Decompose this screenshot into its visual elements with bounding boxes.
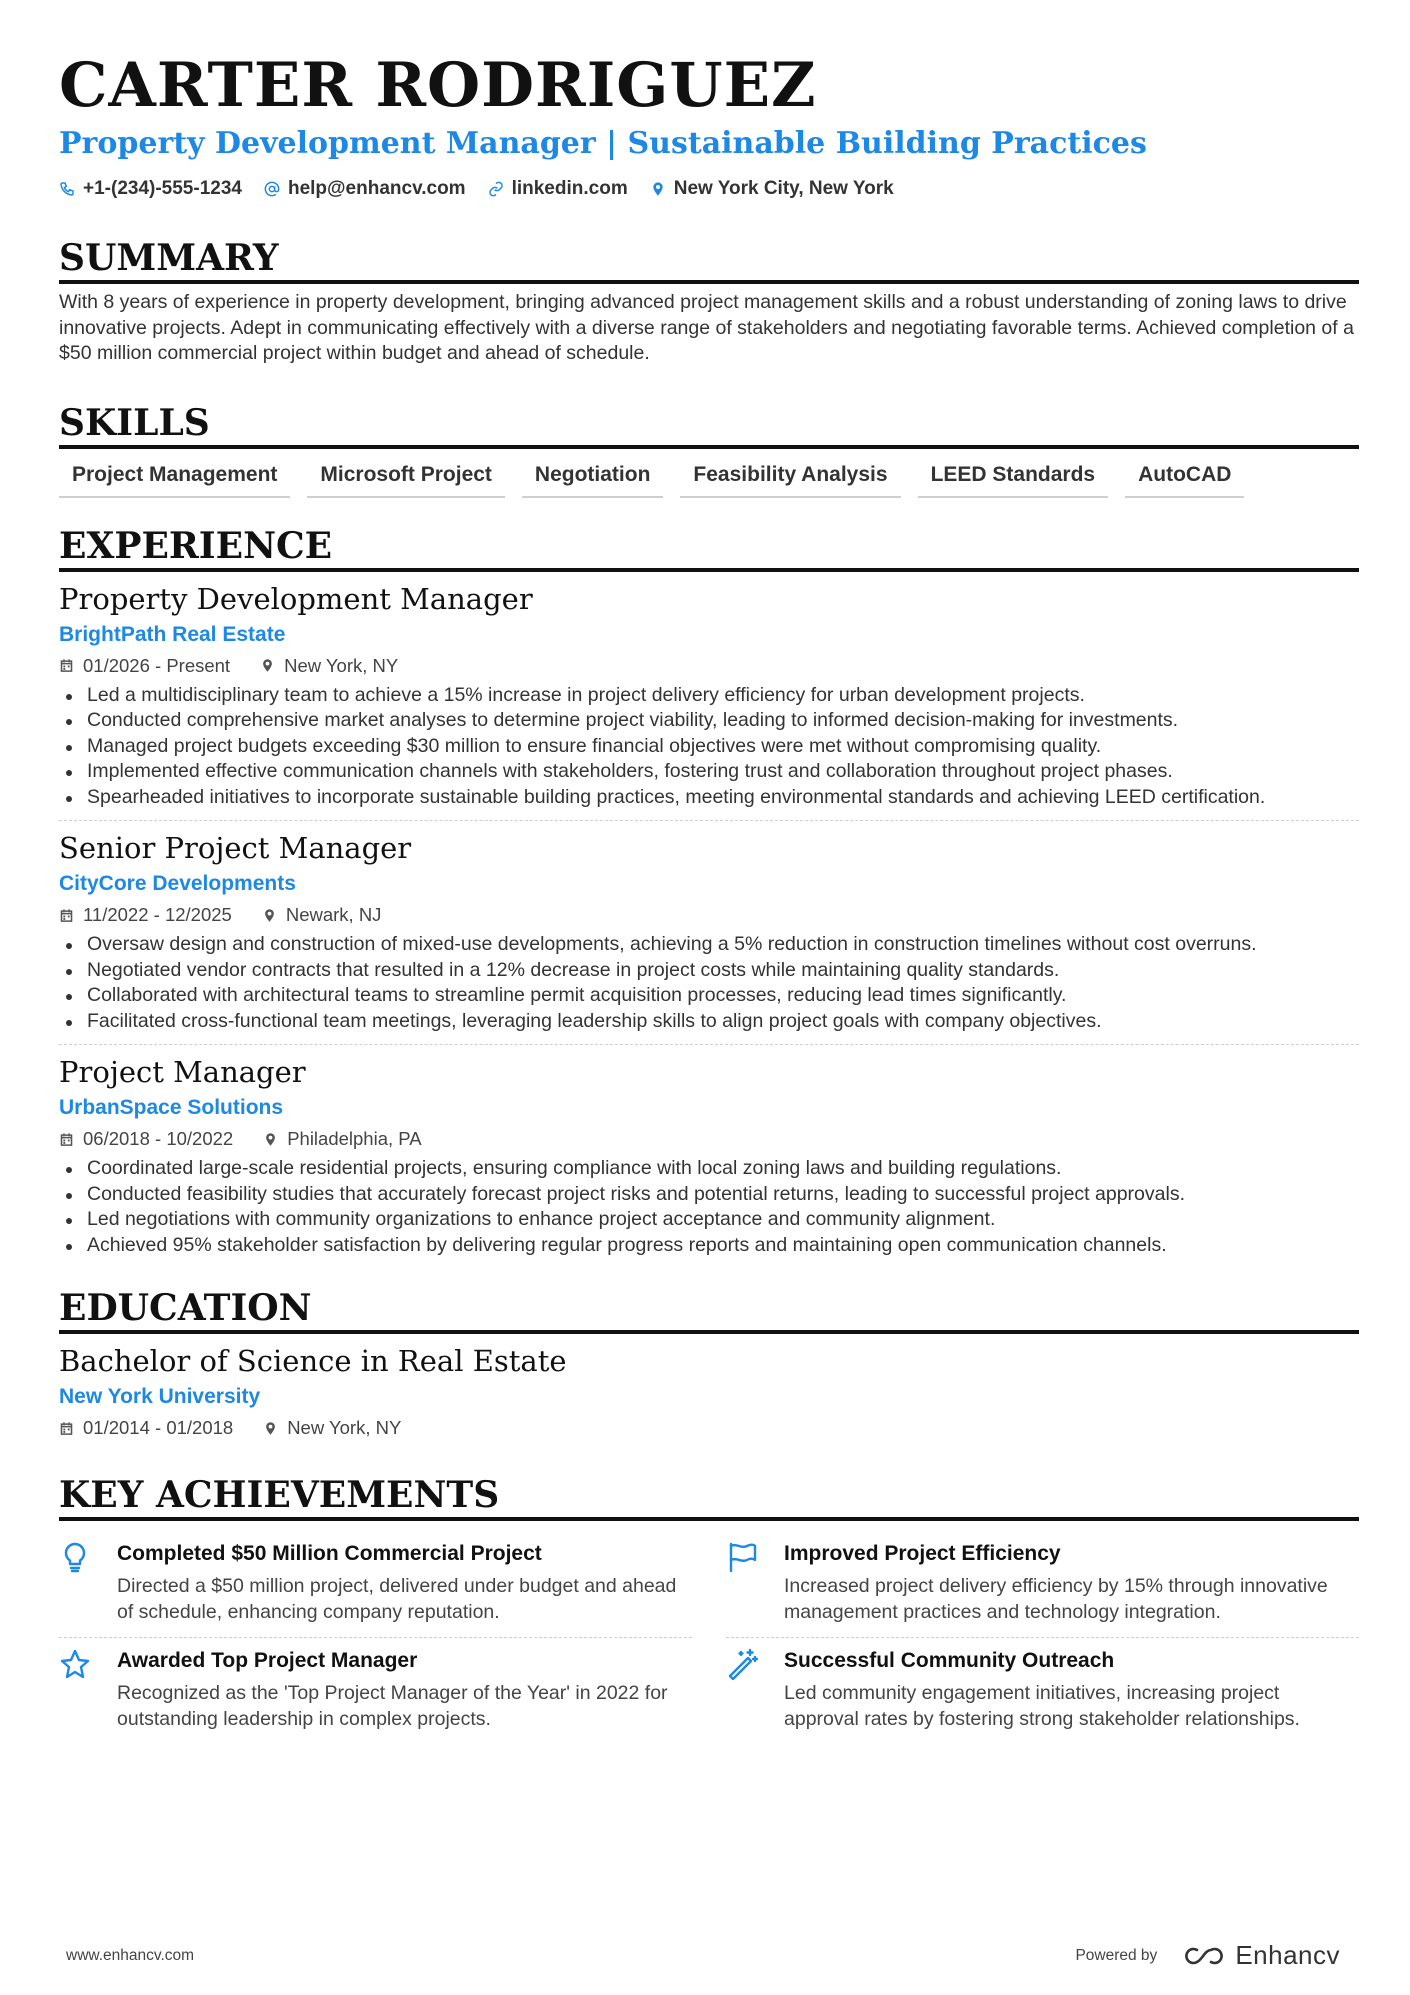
job-dates-text: 06/2018 - 10/2022 xyxy=(83,1128,234,1149)
skills-section xyxy=(59,401,1359,498)
job-bullet: Conducted feasibility studies that accurately forecast project risks and potential returns, leading to successful project approvals. xyxy=(59,1182,1359,1208)
achievement-icon-wrap xyxy=(726,1646,764,1732)
footer-branding xyxy=(1075,1940,1340,1971)
summary-text: With 8 years of experience in property development, bringing advanced project management skills and a robust understanding of zoning laws to drive innovative projects. Adept in communicating effectively with a diverse range of stakeholders and negotiating favorable terms. Achieved completion of a $50 million commercial project within budget and ahead of schedule. xyxy=(59,291,1354,364)
contact-email[interactable] xyxy=(264,178,466,200)
achievement-item xyxy=(726,1531,1359,1638)
contact-phone-text: +1-(234)-555-1234 xyxy=(83,178,242,199)
summary-title: SUMMARY xyxy=(59,236,1359,284)
job-dates xyxy=(59,902,232,928)
contact-location xyxy=(650,178,894,200)
education-dates-text: 01/2014 - 01/2018 xyxy=(83,1417,234,1438)
achievement-body xyxy=(784,1539,1359,1625)
job-title: Project Manager xyxy=(59,1055,306,1089)
achievement-title: Awarded Top Project Manager xyxy=(117,1649,418,1672)
candidate-headline: Property Development Manager | Sustainable Building Practices xyxy=(59,126,1147,161)
job-location xyxy=(262,902,382,928)
job-location xyxy=(260,653,398,679)
skill-tag: LEED Standards xyxy=(918,463,1109,498)
powered-by-label: Powered by xyxy=(1075,1946,1158,1964)
job-bullet: Conducted comprehensive market analyses to determine project viability, leading to informed decision-making for investments. xyxy=(59,708,1359,734)
achievement-icon-wrap xyxy=(726,1539,764,1625)
brand-logo[interactable] xyxy=(1183,1940,1340,1971)
contact-email-text[interactable]: help@enhancv.com xyxy=(287,178,466,199)
lightbulb-icon xyxy=(59,1541,91,1573)
calendar-icon xyxy=(59,908,74,923)
contact-linkedin[interactable] xyxy=(488,178,628,200)
calendar-icon xyxy=(59,1421,74,1436)
achievement-body xyxy=(117,1646,692,1732)
job-title: Senior Project Manager xyxy=(59,831,412,865)
location-pin-icon xyxy=(263,1132,278,1147)
job-bullets xyxy=(59,683,1359,811)
at-icon xyxy=(264,181,280,197)
job-location xyxy=(263,1126,421,1152)
star-icon xyxy=(59,1648,91,1680)
job-bullet: Collaborated with architectural teams to streamline permit acquisition processes, reducing lead times significantly. xyxy=(59,983,1359,1009)
job-meta xyxy=(59,902,1359,928)
job-bullets xyxy=(59,1156,1359,1258)
job-title: Property Development Manager xyxy=(59,581,533,616)
school-name: New York University xyxy=(59,1385,261,1408)
achievement-item xyxy=(59,1638,692,1744)
achievement-body xyxy=(117,1539,692,1625)
job-dates-text: 11/2022 - 12/2025 xyxy=(83,904,232,925)
job-company: BrightPath Real Estate xyxy=(59,622,286,646)
job-company: CityCore Developments xyxy=(59,872,296,895)
job-bullet: Negotiated vendor contracts that resulted in a 12% decrease in project costs while maintaining quality standards. xyxy=(59,958,1359,984)
education-location xyxy=(263,1415,401,1441)
job-bullet: Led negotiations with community organizations to enhance project acceptance and community alignment. xyxy=(59,1207,1359,1233)
job-bullet: Implemented effective communication channels with stakeholders, fostering trust and collaboration throughout project phases. xyxy=(59,759,1359,785)
resume-page xyxy=(59,50,1359,1744)
education-location-text: New York, NY xyxy=(287,1417,402,1438)
education-dates xyxy=(59,1415,233,1441)
brand-name: Enhancv xyxy=(1235,1940,1340,1970)
job-entry xyxy=(59,572,1359,821)
job-location-text: New York, NY xyxy=(284,654,399,676)
experience-section xyxy=(59,524,1359,1269)
job-company: UrbanSpace Solutions xyxy=(59,1096,284,1119)
achievement-body xyxy=(784,1646,1359,1732)
job-dates xyxy=(59,653,230,679)
skill-tag: Negotiation xyxy=(522,463,664,498)
job-location-text: Philadelphia, PA xyxy=(287,1128,422,1149)
experience-title: EXPERIENCE xyxy=(59,524,1359,572)
contact-linkedin-text[interactable]: linkedin.com xyxy=(511,178,628,199)
achievement-desc: Directed a $50 million project, delivered under budget and ahead of schedule, enhancing company reputation. xyxy=(117,1575,677,1623)
contact-location-text: New York City, New York xyxy=(673,178,894,199)
education-meta xyxy=(59,1415,1359,1441)
candidate-name: CARTER RODRIGUEZ xyxy=(59,50,817,121)
magic-wand-icon xyxy=(726,1648,758,1680)
location-pin-icon xyxy=(262,908,277,923)
job-meta xyxy=(59,653,1359,679)
skill-tag: AutoCAD xyxy=(1125,463,1244,498)
contact-bar xyxy=(59,178,1359,200)
achievement-item xyxy=(59,1531,692,1638)
achievement-desc: Recognized as the 'Top Project Manager of the Year' in 2022 for outstanding leadership in complex projects. xyxy=(117,1682,668,1730)
job-bullet: Oversaw design and construction of mixed-use developments, achieving a 5% reduction in construction timelines without cost overruns. xyxy=(59,932,1359,958)
achievement-title: Successful Community Outreach xyxy=(784,1649,1115,1672)
education-section xyxy=(59,1286,1359,1451)
page-footer xyxy=(66,1940,1340,1971)
calendar-icon xyxy=(59,1132,74,1147)
achievement-title: Completed $50 Million Commercial Project xyxy=(117,1542,542,1565)
flag-icon xyxy=(726,1541,758,1573)
summary-section xyxy=(59,236,1359,367)
location-pin-icon xyxy=(650,181,666,197)
achievements-grid xyxy=(59,1531,1359,1744)
job-bullet: Managed project budgets exceeding $30 million to ensure financial objectives were met without compromising quality. xyxy=(59,734,1359,760)
skill-tag: Microsoft Project xyxy=(307,463,505,498)
achievement-desc: Increased project delivery efficiency by 15% through innovative management practices and technology integration. xyxy=(784,1575,1328,1623)
skill-tag: Feasibility Analysis xyxy=(680,463,900,498)
job-bullets xyxy=(59,932,1359,1034)
skill-tag: Project Management xyxy=(59,463,290,498)
job-dates xyxy=(59,1126,233,1152)
achievement-desc: Led community engagement initiatives, increasing project approval rates by fostering strong stakeholder relationships. xyxy=(784,1682,1300,1730)
degree-title: Bachelor of Science in Real Estate xyxy=(59,1344,567,1378)
job-bullet: Achieved 95% stakeholder satisfaction by delivering regular progress reports and maintaining open communication channels. xyxy=(59,1233,1359,1259)
job-entry xyxy=(59,820,1359,1044)
location-pin-icon xyxy=(263,1421,278,1436)
achievement-icon-wrap xyxy=(59,1539,97,1625)
link-icon xyxy=(488,181,504,197)
contact-phone xyxy=(59,178,242,200)
job-meta xyxy=(59,1126,1359,1152)
job-location-text: Newark, NJ xyxy=(285,904,382,925)
skills-title: SKILLS xyxy=(59,401,1359,449)
location-pin-icon xyxy=(260,658,275,673)
education-entry xyxy=(59,1334,1359,1451)
resume-header xyxy=(59,50,1359,200)
enhancv-logo-icon xyxy=(1183,1945,1227,1967)
achievement-item xyxy=(726,1638,1359,1744)
achievements-section xyxy=(59,1473,1359,1744)
calendar-icon xyxy=(59,658,74,673)
job-bullet: Coordinated large-scale residential projects, ensuring compliance with local zoning laws and building regulations. xyxy=(59,1156,1359,1182)
job-entry xyxy=(59,1044,1359,1268)
job-bullet: Led a multidisciplinary team to achieve a 15% increase in project delivery efficiency for urban development projects. xyxy=(59,683,1359,709)
job-bullet: Facilitated cross-functional team meetings, leveraging leadership skills to align project goals with company objectives. xyxy=(59,1009,1359,1035)
footer-website[interactable]: www.enhancv.com xyxy=(66,1946,195,1964)
skills-list xyxy=(59,463,1359,498)
job-dates-text: 01/2026 - Present xyxy=(83,654,231,676)
achievements-title: KEY ACHIEVEMENTS xyxy=(59,1473,1359,1521)
phone-icon xyxy=(59,181,75,197)
education-title: EDUCATION xyxy=(59,1286,1359,1334)
job-bullet: Spearheaded initiatives to incorporate sustainable building practices, meeting environmental standards and achieving LEED certification. xyxy=(59,785,1359,811)
achievement-icon-wrap xyxy=(59,1646,97,1732)
achievement-title: Improved Project Efficiency xyxy=(784,1542,1061,1565)
